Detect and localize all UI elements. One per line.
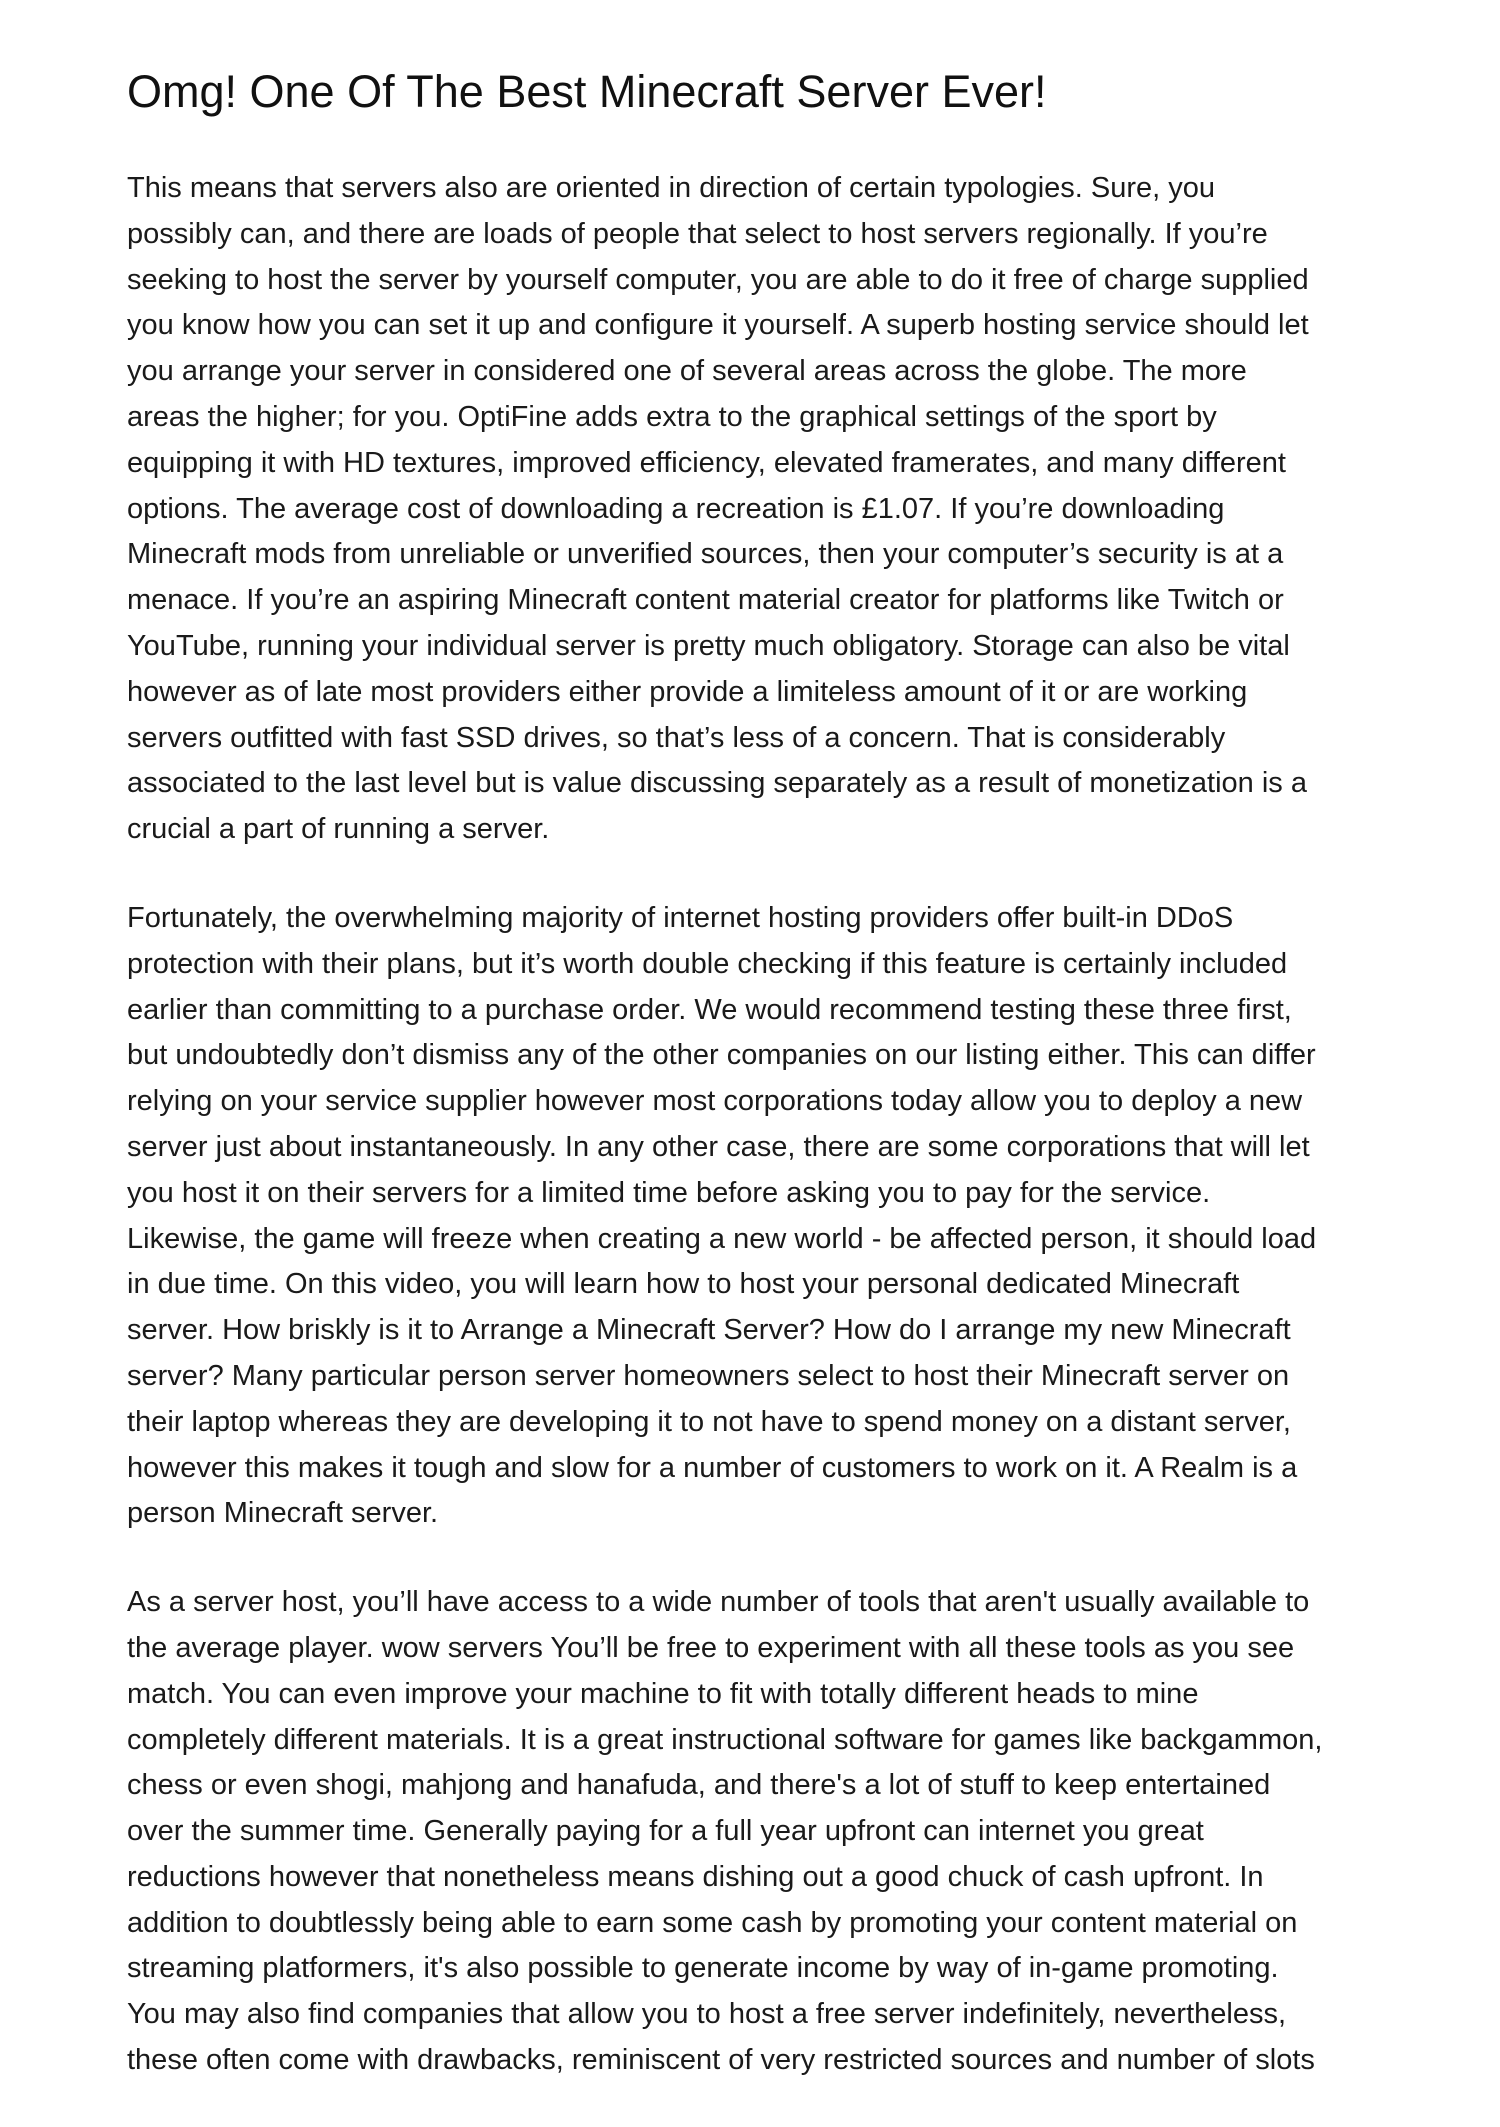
text-line: options. The average cost of downloading a recreation is £1.07. If you’re downloading [127, 492, 1225, 525]
text-line: seeking to host the server by yourself computer, you are able to do it free of charge supplied [127, 263, 1309, 296]
text-line: their laptop whereas they are developing it to not have to spend money on a distant server, [127, 1405, 1291, 1438]
text-line: server? Many particular person server homeowners select to host their Minecraft server on [127, 1359, 1290, 1392]
text-line: you arrange your server in considered one of several areas across the globe. The more [127, 355, 1247, 388]
text-line: reductions however that nonetheless means dishing out a good chuck of cash upfront. In [127, 1860, 1264, 1893]
text-line: earlier than committing to a purchase order. We would recommend testing these three first, [127, 993, 1292, 1026]
text-line: you know how you can set it up and configure it yourself. A superb hosting service should let [127, 309, 1309, 342]
text-line: person Minecraft server. [127, 1497, 439, 1530]
text-line: server. How briskly is it to Arrange a Minecraft Server? How do I arrange my new Minecraft [127, 1314, 1291, 1347]
text-line: areas the higher; for you. OptiFine adds extra to the graphical settings of the sport by [127, 400, 1217, 433]
text-line: these often come with drawbacks, reminiscent of very restricted sources and number of slots [127, 2044, 1315, 2077]
text-line: but undoubtedly don’t dismiss any of the other companies on our listing either. This can differ [127, 1039, 1316, 1072]
text-line: You may also find companies that allow you to host a free server indefinitely, nevertheless, [127, 1998, 1287, 2031]
text-line: streaming platformers, it's also possible to generate income by way of in-game promoting. [127, 1952, 1279, 1985]
text-line: Fortunately, the overwhelming majority of internet hosting providers offer built-in DDoS [127, 901, 1234, 934]
text-line: menace. If you’re an aspiring Minecraft content material creator for platforms like Twitch or [127, 584, 1284, 617]
text-line: protection with their plans, but it’s worth double checking if this feature is certainly included [127, 947, 1288, 980]
text-line: the average player. wow servers You’ll be free to experiment with all these tools as you see [127, 1631, 1295, 1664]
text-line: match. You can even improve your machine to fit with totally different heads to mine [127, 1677, 1199, 1710]
text-line: however as of late most providers either provide a limiteless amount of it or are working [127, 675, 1248, 708]
text-line: in due time. On this video, you will learn how to host your personal dedicated Minecraft [127, 1268, 1240, 1301]
paragraph-1 [127, 166, 1397, 853]
document-page [127, 62, 1397, 2127]
text-line: associated to the last level but is value discussing separately as a result of monetization is a [127, 767, 1307, 800]
text-line: equipping it with HD textures, improved efficiency, elevated framerates, and many different [127, 446, 1286, 479]
paragraph-2 [127, 896, 1397, 1537]
text-line: This means that servers also are oriented in direction of certain typologies. Sure, you [127, 172, 1216, 204]
text-line: addition to doubtlessly being able to earn some cash by promoting your content material on [127, 1906, 1298, 1939]
paragraph-3 [127, 1580, 1397, 2084]
text-line: over the summer time. Generally paying for a full year upfront can internet you great [127, 1815, 1204, 1848]
text-line: completely different materials. It is a great instructional software for games like backgammon, [127, 1723, 1323, 1756]
text-line: relying on your service supplier however most corporations today allow you to deploy a new [127, 1085, 1303, 1118]
text-line: As a server host, you’ll have access to a wide number of tools that aren't usually available to [127, 1586, 1310, 1619]
text-line: server just about instantaneously. In any other case, there are some corporations that will let [127, 1130, 1310, 1163]
document-title: Omg! One Of The Best Minecraft Server Ever! [127, 66, 1047, 117]
text-line: possibly can, and there are loads of people that select to host servers regionally. If you’re [127, 217, 1268, 250]
text-line: Minecraft mods from unreliable or unverified sources, then your computer’s security is at a [127, 538, 1284, 571]
text-line: Likewise, the game will freeze when creating a new world - be affected person, it should load [127, 1222, 1317, 1255]
text-line: you host it on their servers for a limited time before asking you to pay for the service. [127, 1176, 1211, 1209]
text-line: crucial a part of running a server. [127, 813, 550, 846]
text-line: however this makes it tough and slow for a number of customers to work on it. A Realm is a [127, 1451, 1298, 1484]
text-line: YouTube, running your individual server is pretty much obligatory. Storage can also be vital [127, 629, 1290, 662]
text-line: chess or even shogi, mahjong and hanafuda, and there's a lot of stuff to keep entertained [127, 1769, 1271, 1802]
text-line: servers outfitted with fast SSD drives, so that’s less of a concern. That is considerably [127, 721, 1226, 754]
